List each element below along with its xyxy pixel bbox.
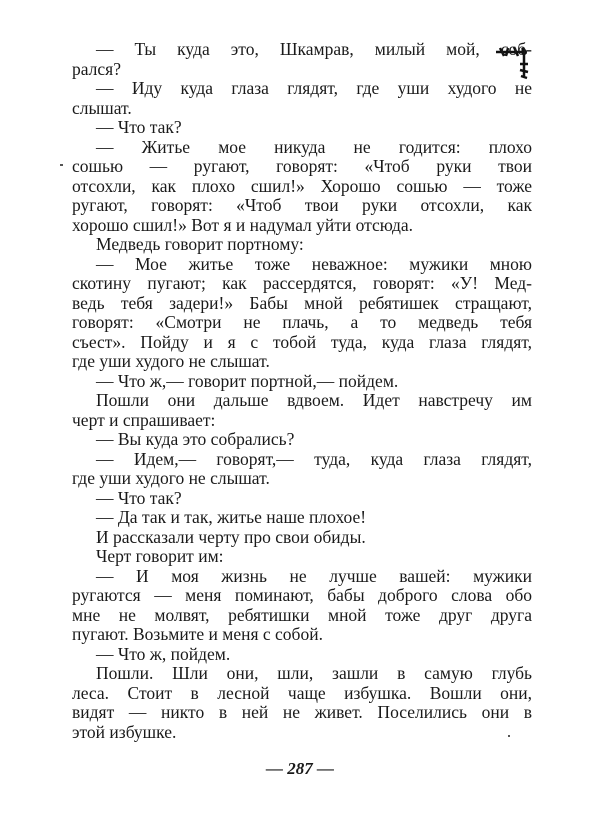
text-line: мне не молвят, ребятишки мной тоже друг друга bbox=[72, 604, 532, 625]
text-line: — Что так? bbox=[96, 117, 182, 137]
text-line: слышат. bbox=[72, 97, 132, 118]
text-line: леса. Стоит в лесной чаще избушка. Вошли они, bbox=[72, 682, 532, 703]
text-line: И рассказали черту про свои обиды. bbox=[96, 526, 366, 547]
text-line: — Житье мое никуда не годится: плохо bbox=[96, 136, 532, 157]
text-line: — Что так? bbox=[96, 487, 182, 508]
scan-speck bbox=[508, 735, 510, 737]
text-line: ведь тебя задери!» Бабы мной ребятишек стращают, bbox=[72, 292, 532, 313]
text-line: черт и спрашивает: bbox=[72, 409, 216, 430]
text-line: Медведь говорит портному: bbox=[96, 234, 304, 254]
scan-speck bbox=[60, 164, 63, 166]
text-line: — Ты куда это, Шкамрав, милый мой, соб- bbox=[96, 39, 532, 59]
text-line: — Мое житье тоже неважное: мужики мною bbox=[96, 253, 532, 274]
text-line: — Иду куда глаза глядят, где уши худого не bbox=[96, 78, 532, 98]
text-line: — Что ж,— говорит портной,— пойдем. bbox=[96, 370, 399, 391]
text-line: съест». Пойду и я с тобой туда, куда глаза глядят, bbox=[72, 331, 532, 352]
text-line: — Идем,— говорят,— туда, куда глаза глядят, bbox=[96, 448, 532, 469]
text-line: Черт говорит им: bbox=[96, 546, 224, 566]
text-line: видят — никто в ней не живет. Поселились они в bbox=[72, 702, 532, 722]
text-line: — Вы куда это собрались? bbox=[96, 429, 295, 449]
body-text bbox=[72, 40, 532, 742]
text-line: — Да так и так, житье наше плохое! bbox=[96, 507, 367, 527]
text-line: где уши худого не слышат. bbox=[72, 468, 270, 488]
text-line: — Что ж, пойдем. bbox=[96, 643, 231, 664]
text-line: где уши худого не слышат. bbox=[72, 351, 270, 371]
text-line: ругают, говорят: «Чтоб твои руки отсохли, как bbox=[72, 195, 532, 215]
text-line: хорошо сшил!» Вот я и надумал уйти отсюда. bbox=[72, 214, 414, 235]
text-line: — И моя жизнь не лучше вашей: мужики bbox=[96, 565, 532, 586]
text-line: рался? bbox=[72, 58, 121, 79]
text-line: отсохли, как плохо сшил!» Хорошо сошью — тоже bbox=[72, 175, 532, 196]
text-line: ругаются — меня поминают, бабы доброго слова обо bbox=[72, 585, 532, 605]
text-line: говорят: «Смотри не плачь, а то медведь тебя bbox=[72, 312, 532, 332]
text-line: сошью — ругают, говорят: «Чтоб руки твои bbox=[72, 156, 532, 176]
text-line: скотину пугают; как рассердятся, говорят: «У! Мед- bbox=[72, 273, 532, 293]
text-line: этой избушке. bbox=[72, 721, 177, 742]
text-line: пугают. Возьмите и меня с собой. bbox=[72, 624, 323, 644]
text-line: Пошли. Шли они, шли, зашли в самую глубь bbox=[96, 663, 532, 683]
page-number: — 287 — bbox=[266, 759, 334, 778]
text-line: Пошли они дальше вдвоем. Идет навстречу им bbox=[96, 390, 532, 410]
